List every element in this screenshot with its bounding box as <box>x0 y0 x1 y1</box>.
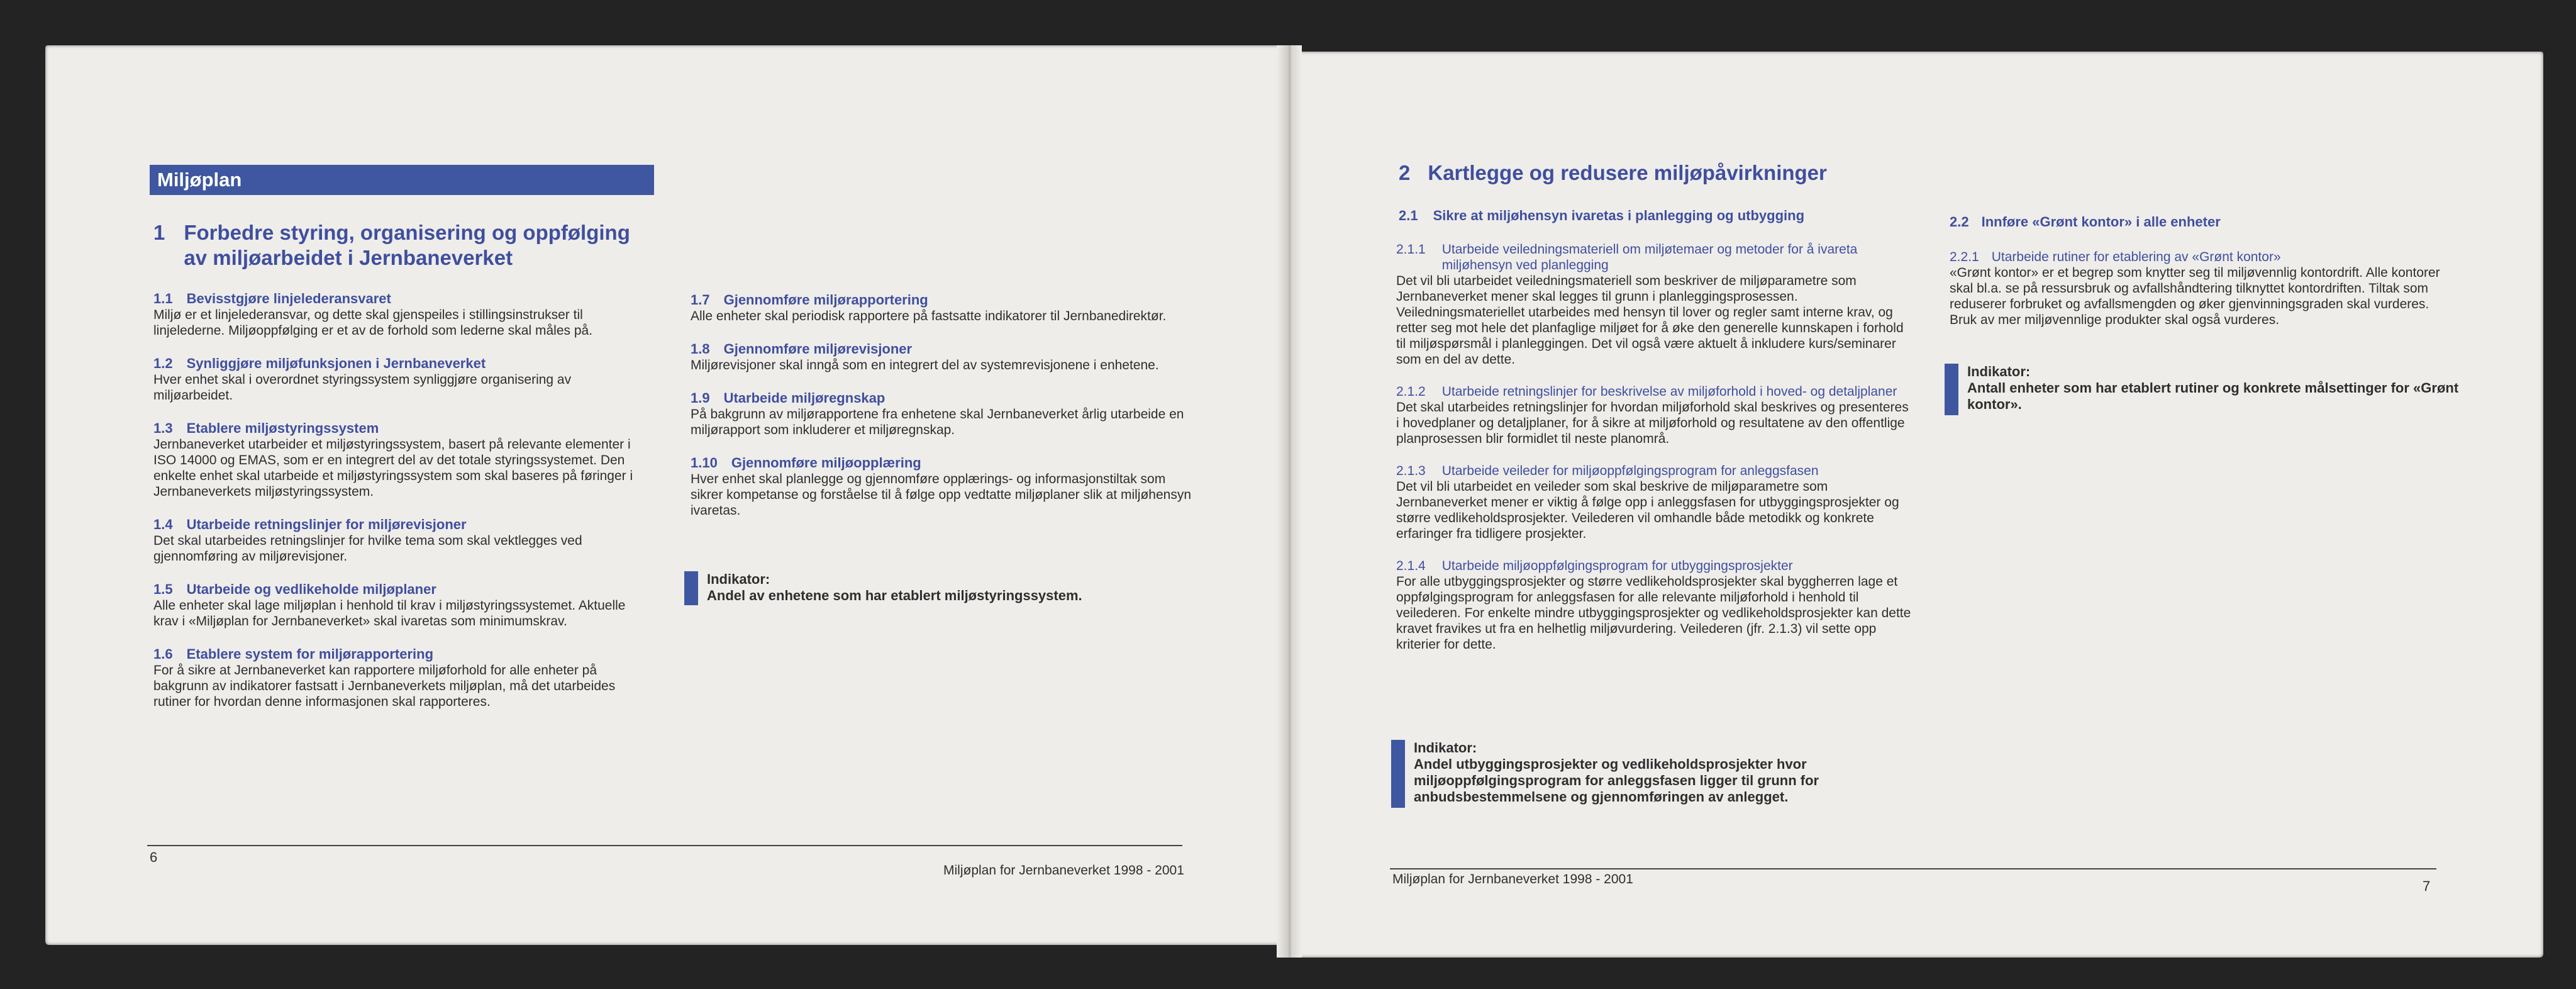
right-section <box>1396 242 1912 367</box>
left-section-number: 1.9 <box>691 390 710 406</box>
right-section-title-text: Utarbeide veileder for miljøoppfølgingsprogram for anleggsfasen <box>1441 464 1819 478</box>
section-2-2-1-text: Utarbeide rutiner for etablering av «Grønt kontor» <box>1991 250 2281 264</box>
right-section <box>1396 463 1912 542</box>
section-banner <box>150 165 654 195</box>
right-section-title <box>1396 463 1912 479</box>
right-page-number: 7 <box>2423 878 2431 894</box>
right-section <box>1396 384 1912 447</box>
left-section-number: 1.1 <box>153 291 173 306</box>
right-section-body: Det vil bli utarbeidet en veileder som skal beskrive de miljøparametre som Jernbaneverket mener er viktig å følge opp i anleggsfasen for utbyggingsprosjekter og større vedlikeholdsprosjekter. Veilederen vil omhandle både metodikk og konkrete erfaringer fra tidligere prosjekter. <box>1396 479 1899 541</box>
section-2-1-number: 2.1 <box>1399 208 1418 223</box>
section-2-2-text: Innføre «Grønt kontor» i alle enheter <box>1981 214 2221 230</box>
right-section-body: Det skal utarbeides retningslinjer for hvordan miljøforhold skal beskrives og presenteres i hovedplaner og detaljplaner, for å sikre at miljøforhold og resultatene av den offentlige planprosessen blir formidlet til neste planområ. <box>1396 400 1909 446</box>
left-section-title-text: Etablere miljøstyringssystem <box>186 420 379 436</box>
left-section <box>691 292 1194 324</box>
right-section <box>1396 558 1912 652</box>
left-section-number: 1.2 <box>153 355 173 371</box>
indicator-label: Indikator: <box>707 571 770 587</box>
left-section-title <box>153 355 638 372</box>
left-section <box>691 455 1194 518</box>
right-subsections <box>1396 242 1912 669</box>
left-section-title-text: Etablere system for miljørapportering <box>186 646 434 662</box>
left-section-title <box>691 341 1194 357</box>
section-2-2-title <box>1950 214 2453 230</box>
left-section <box>153 646 638 710</box>
left-section-title-text: Gjennomføre miljørevisjoner <box>723 341 913 357</box>
left-footer-rule <box>147 845 1182 846</box>
left-section-body: På bakgrunn av miljørapportene fra enhetene skal Jernbaneverket årlig utarbeide en miljørapport som inkluderer et miljøregnskap. <box>691 407 1184 437</box>
right-footer: Miljøplan for Jernbaneverket 1998 - 2001 <box>1392 872 1633 886</box>
left-section <box>691 390 1194 438</box>
left-column-2 <box>691 292 1194 535</box>
left-section <box>153 420 638 500</box>
section-2-2-1-title <box>1950 249 2453 265</box>
left-section-title <box>153 581 638 598</box>
right-section-number: 2.1.3 <box>1396 464 1426 478</box>
left-section-number: 1.7 <box>691 292 710 308</box>
right-section-title-text: Utarbeide retningslinjer for beskrivelse av miljøforhold i hoved- og detaljplaner <box>1441 384 1897 399</box>
indicator-text: Andel utbyggingsprosjekter og vedlikeholdsprosjekter hvor miljøoppfølgingsprogram for anleggsfasen ligger til grunn for anbudsbestemmelsene og gjennomføringen av anlegget. <box>1414 756 1819 805</box>
indicator-content <box>1967 364 2473 415</box>
left-section-number: 1.3 <box>153 420 173 436</box>
right-section-number: 2.1.2 <box>1396 384 1426 399</box>
indicator-text: Antall enheter som har etablert rutiner og konkrete målsettinger for «Grønt kontor». <box>1967 380 2459 412</box>
indicator-label: Indikator: <box>1414 740 1477 756</box>
right-section-title-text: Utarbeide miljøoppfølgingsprogram for utbyggingsprosjekter <box>1441 559 1793 573</box>
left-section-title <box>691 390 1194 406</box>
section-2-1-title <box>1399 208 1940 224</box>
right-section-title <box>1396 242 1912 273</box>
section-2-2-1-number: 2.2.1 <box>1950 250 1979 264</box>
left-column-1 <box>153 291 638 727</box>
left-section-body: Hver enhet skal i overordnet styringssystem synliggjøre organisering av miljøarbeidet. <box>153 372 572 403</box>
left-section-title <box>153 291 638 307</box>
right-section-number: 2.1.4 <box>1396 559 1426 573</box>
left-page-number: 6 <box>150 849 158 865</box>
left-section-title <box>153 420 638 437</box>
indicator-label: Indikator: <box>1967 364 2031 379</box>
right-section-body: For alle utbyggingsprosjekter og større vedlikeholdsprosjekter skal byggherren lage et oppfølgingsprogram for anleggsfasen for alle relevante miljøforhold i henhold til veilederen. For enkelte mindre utbyggingsprosjekter og vedlikeholdsprosjekter kan dette kravet fravikes ut fra en helhetlig miljøvurdering. Veilederen (jfr. 2.1.3) vil sette opp kriterier for dette. <box>1396 574 1911 652</box>
section-2-1-text: Sikre at miljøhensyn ivaretas i planlegging og utbygging <box>1433 208 1805 223</box>
indicator-bar <box>684 571 698 605</box>
left-section-body: Miljø er et linjelederansvar, og dette skal gjenspeiles i stillingsinstrukser til linjelederne. Miljøoppfølging er et av de forhold som lederne skal måles på. <box>153 308 593 338</box>
right-heading <box>1399 160 1965 186</box>
right-section-title <box>1396 384 1912 400</box>
left-section-title-text: Utarbeide miljøregnskap <box>723 390 886 406</box>
left-section-title-text: Gjennomføre miljørapportering <box>723 292 928 308</box>
left-section-number: 1.8 <box>691 341 710 357</box>
left-heading <box>153 220 644 271</box>
left-section-body: Alle enheter skal periodisk rapportere på fastsatte indikatorer til Jernbanedirektør. <box>691 309 1167 323</box>
left-section-body: For å sikre at Jernbaneverket kan rapportere miljøforhold for alle enheter på bakgrunn av indikatorer fastsatt i Jernbaneverkets miljøplan, må det utarbeides rutiner for hvordan denne informasjonen skal rapporteres. <box>153 663 616 709</box>
left-footer: Miljøplan for Jernbaneverket 1998 - 2001 <box>943 863 1184 878</box>
left-section-number: 1.4 <box>153 517 173 532</box>
left-section-body: Alle enheter skal lage miljøplan i henhold til krav i miljøstyringssystemet. Aktuelle krav i «Miljøplan for Jernbaneverket» skal ivaretas som minimumskrav. <box>153 598 626 629</box>
section-2-2-number: 2.2 <box>1950 214 1969 230</box>
right-heading-number: 2 <box>1399 161 1411 184</box>
left-section-number: 1.10 <box>691 455 718 471</box>
left-heading-text: Forbedre styring, organisering og oppfølging av miljøarbeidet i Jernbaneverket <box>184 221 630 269</box>
right-section-title <box>1396 558 1912 574</box>
right-indicator-1 <box>1391 740 1919 808</box>
book-gutter <box>1277 45 1302 958</box>
banner-title: Miljøplan <box>157 169 242 191</box>
left-section-title-text: Bevisstgjøre linjelederansvaret <box>186 291 391 306</box>
indicator-content <box>707 571 1082 605</box>
left-section-title <box>153 517 638 533</box>
right-section-number: 2.1.1 <box>1396 242 1426 257</box>
right-indicator-2 <box>1945 364 2473 415</box>
left-section-body: Hver enhet skal planlegge og gjennomføre opplærings- og informasjonstiltak som sikrer kompetanse og forståelse til å følge opp vedtatte miljøplaner slik at miljøhensyn ivaretas. <box>691 472 1192 518</box>
left-section-body: Det skal utarbeides retningslinjer for hvilke tema som skal vektlegges ved gjennomføring av miljørevisjoner. <box>153 534 582 564</box>
indicator-bar <box>1945 364 1958 415</box>
left-section <box>153 517 638 564</box>
left-section-title-text: Utarbeide og vedlikeholde miljøplaner <box>186 581 436 597</box>
right-heading-text: Kartlegge og redusere miljøpåvirkninger <box>1428 161 1827 184</box>
left-section-body: Miljørevisjoner skal inngå som en integrert del av systemrevisjonene i enhetene. <box>691 358 1159 372</box>
left-section-number: 1.5 <box>153 581 173 597</box>
left-section-body: Jernbaneverket utarbeider et miljøstyringssystem, basert på relevante elementer i ISO 14000 og EMAS, som er en integrert del av det totale styringssystemet. Den enkelte enhet skal utarbeide et miljøstyringssystem som skal baseres på føringer i Jernbaneverkets miljøstyringssystem. <box>153 437 633 499</box>
left-section-title-text: Gjennomføre miljøopplæring <box>731 455 921 471</box>
left-section-number: 1.6 <box>153 646 173 662</box>
indicator-bar <box>1391 740 1405 808</box>
left-section-title-text: Synliggjøre miljøfunksjonen i Jernbaneverket <box>186 355 486 371</box>
left-section <box>153 581 638 629</box>
left-section <box>153 291 638 338</box>
section-2-2-1 <box>1950 249 2453 328</box>
left-section-title <box>153 646 638 662</box>
right-section-title-text: Utarbeide veiledningsmateriell om miljøtemaer og metoder for å ivareta miljøhensyn ved planlegging <box>1441 242 1858 272</box>
left-heading-number: 1 <box>153 221 165 244</box>
left-section-title-text: Utarbeide retningslinjer for miljørevisjoner <box>186 517 467 532</box>
right-section-body: Det vil bli utarbeidet veiledningsmateriell som beskriver de miljøparametre som Jernbaneverket mener skal legges til grunn i planleggingsprosessen. Veiledningsmateriellet utarbeides med hensyn til lover og regler samt interne krav, og retter seg mot hele det planfaglige miljøet for å øke den generelle kunnskapen i forhold til miljøspørsmål i planleggingen. Det vil også være aktuelt å inkludere kurs/seminarer som en del av dette. <box>1396 274 1904 367</box>
left-section <box>153 355 638 403</box>
left-indicator <box>684 571 1200 605</box>
section-2-2-1-body: «Grønt kontor» er et begrep som knytter seg til miljøvennlig kontordrift. Alle kontorer skal bl.a. se på ressursbruk og avfallshåndtering tilknyttet kontordriften. Tiltak som reduserer forbruket og avfallsmengden og øker gjenvinningsgraden skal vurderes. Bruk av mer miljøvennlige produkter skal også vurderes. <box>1950 265 2440 327</box>
indicator-content <box>1414 740 1919 808</box>
left-section-title <box>691 455 1194 471</box>
right-footer-rule <box>1390 868 2436 869</box>
left-section-title <box>691 292 1194 308</box>
indicator-text: Andel av enhetene som har etablert miljøstyringssystem. <box>707 588 1082 603</box>
left-section <box>691 341 1194 373</box>
